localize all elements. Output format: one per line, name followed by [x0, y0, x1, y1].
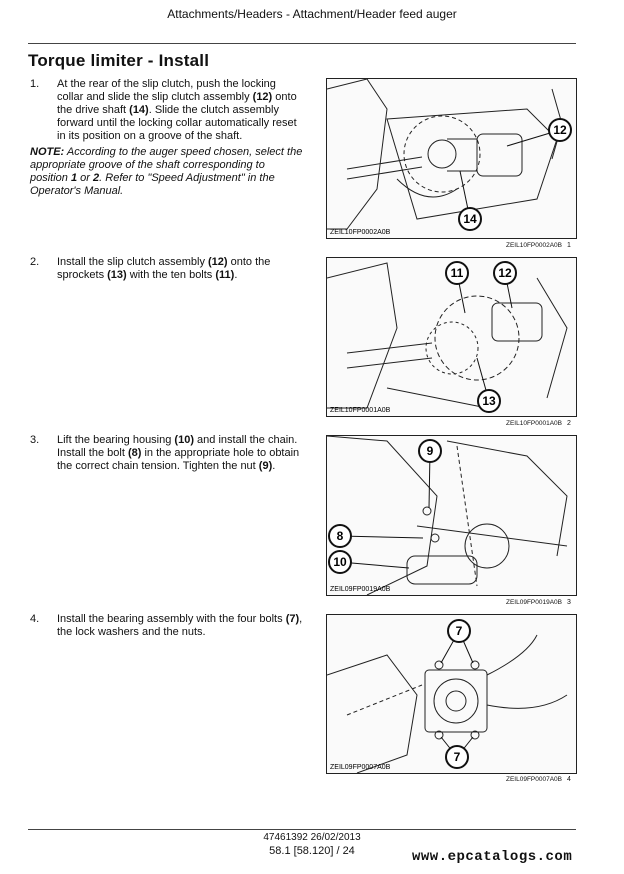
- svg-text:13: 13: [482, 394, 496, 408]
- step-2-number: 2.: [30, 256, 40, 268]
- figure-1-number: 1: [567, 242, 571, 249]
- svg-text:12: 12: [553, 123, 567, 137]
- figure-1-callout-12: [549, 119, 571, 141]
- figure-3-callout-9: [419, 440, 441, 462]
- step-2-text: Install the slip clutch assembly (12) onto the sprockets (13) with the ten bolts (11).: [57, 256, 271, 281]
- running-header: Attachments/Headers - Attachment/Header feed auger: [167, 7, 457, 21]
- svg-text:12: 12: [498, 266, 512, 280]
- figure-4-ref: ZEIL09FP0007A0B: [505, 776, 562, 783]
- header-rule: [28, 43, 576, 44]
- footer-page-number: 58.1 [58.120] / 24: [269, 845, 355, 857]
- figure-2: [326, 257, 577, 417]
- figure-3: [326, 435, 577, 596]
- figure-2-callout-12: [494, 262, 516, 284]
- figure-4-number: 4: [567, 776, 571, 783]
- section-title: Torque limiter - Install: [28, 51, 210, 70]
- figure-1-code: ZEIL10FP0002A0B: [330, 229, 391, 236]
- figure-1: [326, 78, 577, 239]
- figure-3-drawing: [327, 436, 567, 595]
- figure-1-drawing: [327, 79, 562, 229]
- step-3-number: 3.: [30, 434, 40, 446]
- figure-2-callout-11: [446, 262, 468, 284]
- figure-2-code: ZEIL10FP0001A0B: [330, 407, 391, 414]
- svg-text:14: 14: [463, 212, 477, 226]
- step-1-number: 1.: [30, 78, 40, 90]
- svg-text:7: 7: [455, 624, 463, 638]
- figure-3-ref: ZEIL09FP0019A0B: [505, 599, 562, 606]
- note-text: NOTE: According to the auger speed chosen, select the appropriate groove of the shaft corresponding to position 1 or 2. Refer to "Speed Adjustment" in the Operator's Manual.: [30, 146, 303, 197]
- figure-3-callout-8: [329, 525, 351, 547]
- figure-3-code: ZEIL09FP0019A0B: [330, 586, 391, 593]
- step-4-text: Install the bearing assembly with the four bolts (7), the lock washers and the nuts.: [57, 613, 303, 638]
- step-4-number: 4.: [30, 613, 40, 625]
- figure-4-code: ZEIL09FP0007A0B: [330, 764, 391, 771]
- watermark: www.epcatalogs.com: [412, 849, 573, 865]
- svg-text:10: 10: [333, 555, 347, 569]
- figure-2-callout-13: [478, 390, 500, 412]
- figure-2-ref: ZEIL10FP0001A0B: [505, 420, 562, 427]
- figure-2-drawing: [327, 263, 567, 408]
- figure-1-ref: ZEIL10FP0002A0B: [505, 242, 562, 249]
- figure-1-callout-14: [459, 208, 481, 230]
- step-3-text: Lift the bearing housing (10) and install the chain. Install the bolt (8) in the appropriate hole to obtain the correct chain tension. Tighten the nut (9).: [57, 434, 300, 472]
- figure-4: [326, 614, 577, 774]
- figure-3-number: 3: [567, 599, 571, 606]
- svg-text:9: 9: [426, 444, 434, 458]
- svg-text:8: 8: [336, 529, 344, 543]
- step-1-text: At the rear of the slip clutch, push the locking collar and slide the slip clutch assembly (12) onto the drive shaft (14). Slide the clutch assembly forward until the locking collar automatically reset in its position on a groove of the shaft.: [57, 78, 297, 142]
- svg-text:7: 7: [453, 750, 461, 764]
- figure-4-callout-7-top: [448, 620, 470, 642]
- figure-2-number: 2: [567, 420, 571, 427]
- footer-rule: [28, 829, 576, 830]
- figure-4-callout-7-bottom: [446, 746, 468, 768]
- footer-doc-id: 47461392 26/02/2013: [263, 832, 361, 843]
- figure-3-callout-10: [329, 551, 351, 573]
- svg-text:11: 11: [450, 266, 464, 280]
